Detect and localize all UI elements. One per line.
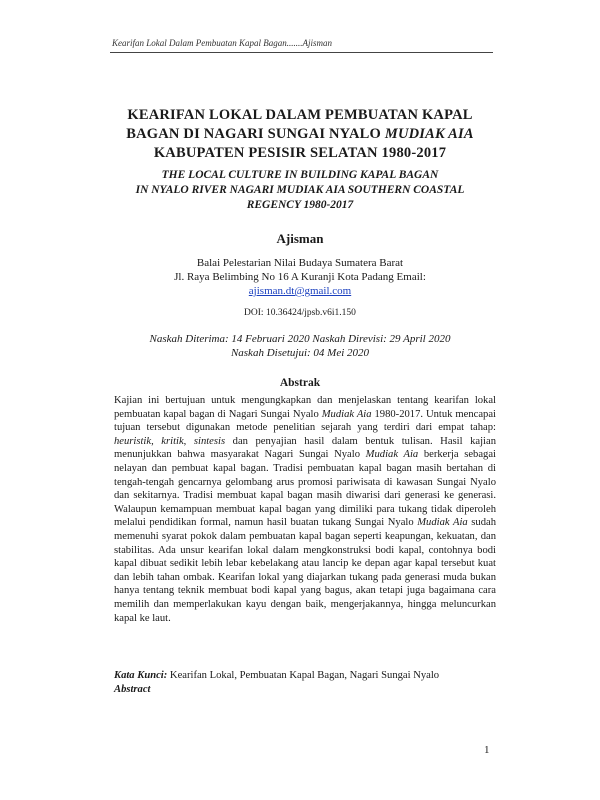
abstract-text-1: Kajian ini bertujuan untuk mengungkapkan dan menjelaskan tentang kearifan lokal pembuatan kapal bagan di Nagari Sungai Nyalo bbox=[114, 395, 496, 420]
dates-line-2: Naskah Disetujui: 04 Mei 2020 bbox=[230, 347, 370, 359]
abstract-comma-2: , bbox=[183, 435, 194, 447]
title-id-line-2-italic: MUDIAK AIA bbox=[384, 126, 474, 142]
abstract-text-3: dan penyajian hasil dalam bentuk tulisan. Hasil kajian menunjukkan bahwa masyarakat Nagari Sungai Nyalo bbox=[114, 435, 496, 461]
abstract-text-2: 1980-2017. Untuk mencapai tujuan tersebut digunakan metode penelitian sejarah yang terdiri dari empat tahap: bbox=[114, 408, 496, 434]
title-id-line-2-text: BAGAN DI NAGARI SUNGAI NYALO bbox=[126, 126, 385, 142]
affiliation-line-1: Balai Pelestarian Nilai Budaya Sumatera Barat bbox=[196, 257, 404, 269]
abstract-paragraph bbox=[114, 394, 496, 625]
abstract-italic-2: Mudiak Aia bbox=[365, 449, 419, 461]
abstract-italic-1: Mudiak Aia bbox=[321, 408, 372, 420]
header-rule bbox=[110, 52, 493, 53]
abstract-method-3: sintesis bbox=[193, 435, 226, 447]
abstract-text-4: berkerja sebagai nelayan dan pembuat kapal bagan. Tradisi pembuatan kapal bagan masih bertahan di tengah-tengah gencarnya gelombang arus promosi pariwisata di kawasan Sungai Nyalo dan sekitarnya. Tradisi membuat kapal bagan masih diwarisi dari generasi ke generasi. Walaupun kemampuan membuat kapal bagan yang dimiliki para tukang tidak diperoleh melalui pendidikan formal, namun hasil buatan tukang Sungai Nyalo bbox=[114, 449, 496, 529]
abstract-text-5: sudah memenuhi syarat pokok dalam pembuatan kapal bagan seperti keapungan, kekuatan, dan stabilitas. Ada unsur kearifan lokal dalam mengkonstruksi bodi kapal, contohnya bodi kapal dibuat sedikit lebih lebar kebelakang atau lancip ke depan agar kapal tersebut kuat dan lebih tahan ombak. Kearifan lokal yang diajarkan tukang pada generasi muda bukan hanya tentang teknik membuat bodi kapal yang bagus, akan tetapi juga bagaimana cara memilih dan memperlakukan kayu dengan baik, mengerjakannya, hingga meluncurkan kapal ke laut. bbox=[114, 517, 496, 624]
keywords-label: Kata Kunci: bbox=[114, 670, 168, 681]
title-id-line-3: KABUPATEN PESISIR SELATAN 1980-2017 bbox=[153, 145, 447, 161]
affiliation bbox=[150, 256, 450, 298]
abstract-italic-3: Mudiak Aia bbox=[417, 517, 468, 529]
title-en-line-1: THE LOCAL CULTURE IN BUILDING KAPAL BAGAN bbox=[161, 169, 439, 181]
dates-line-1: Naskah Diterima: 14 Februari 2020 Naskah Direvisi: 29 April 2020 bbox=[149, 333, 451, 345]
keywords-text: Kearifan Lokal, Pembuatan Kapal Bagan, Nagari Sungai Nyalo bbox=[167, 670, 440, 681]
abstrak-heading: Abstrak bbox=[279, 377, 321, 389]
title-indonesian bbox=[100, 106, 500, 163]
keywords bbox=[114, 669, 496, 696]
title-id-line-1: KEARIFAN LOKAL DALAM PEMBUATAN KAPAL bbox=[127, 107, 473, 123]
title-id-line-2 bbox=[100, 125, 500, 144]
abstract-method-1: heuristik bbox=[114, 435, 152, 447]
manuscript-dates bbox=[100, 332, 500, 360]
author-name: Ajisman bbox=[276, 231, 324, 246]
author-email-link[interactable]: ajisman.dt@gmail.com bbox=[248, 285, 352, 297]
affiliation-line-2: Jl. Raya Belimbing No 16 A Kuranji Kota Padang Email: bbox=[174, 271, 426, 283]
abstract-en-heading: Abstract bbox=[114, 683, 151, 695]
doi: DOI: 10.36424/jpsb.v6i1.150 bbox=[244, 308, 356, 318]
title-english bbox=[100, 168, 500, 213]
page-number: 1 bbox=[484, 744, 490, 756]
title-en-line-2: IN NYALO RIVER NAGARI MUDIAK AIA SOUTHERN COASTAL bbox=[135, 184, 465, 196]
abstract-comma-1: , bbox=[151, 435, 162, 447]
running-head: Kearifan Lokal Dalam Pembuatan Kapal Bagan.......Ajisman bbox=[112, 38, 332, 48]
abstract-method-2: kritik bbox=[161, 435, 184, 447]
title-en-line-3: REGENCY 1980-2017 bbox=[246, 199, 354, 211]
abstract-body bbox=[114, 394, 496, 625]
